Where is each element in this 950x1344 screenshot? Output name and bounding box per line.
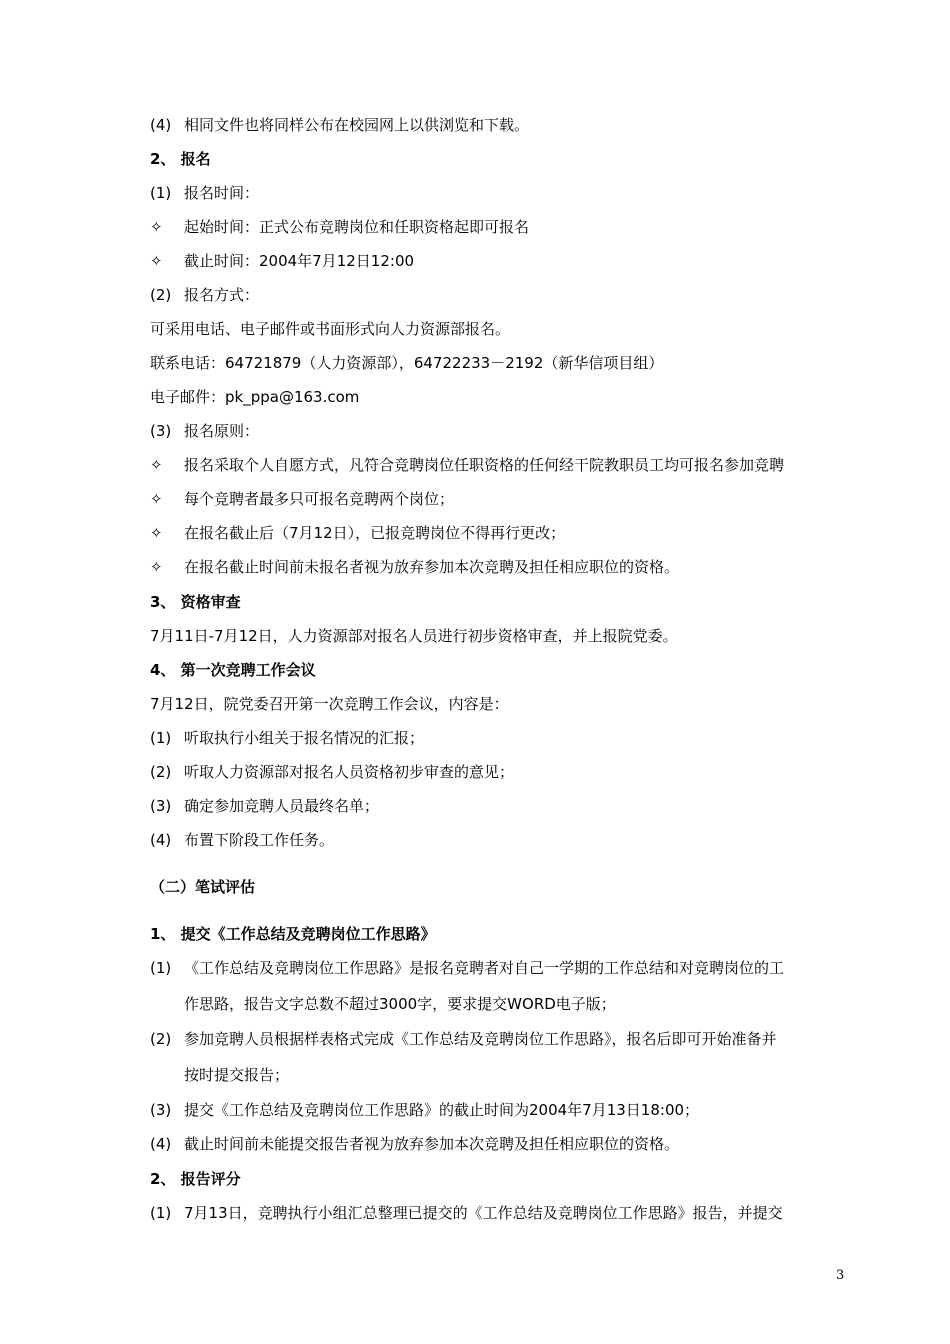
diamond-bullet-icon: ✧ xyxy=(150,218,163,236)
contact-email: 电子邮件：pk_ppa@163.com xyxy=(150,388,360,406)
list-item: (3) 确定参加竞聘人员最终名单； xyxy=(150,797,380,815)
list-item: (4) 相同文件也将同样公布在校园网上以供浏览和下载。 xyxy=(150,116,530,134)
list-item: (4) 截止时间前未能提交报告者视为放弃参加本次竞聘及担任相应职位的资格。 xyxy=(150,1135,680,1153)
list-item: (3) 报名原则： xyxy=(150,422,260,440)
page-number: 3 xyxy=(836,1268,845,1283)
diamond-bullet-icon: ✧ xyxy=(150,456,163,474)
diamond-bullet-icon: ✧ xyxy=(150,252,163,270)
section-heading: 1、 提交《工作总结及竞聘岗位工作思路》 xyxy=(150,925,436,943)
bullet-item: ✧ 报名采取个人自愿方式，凡符合竞聘岗位任职资格的任何经干院教职员工均可报名参加竞聘 xyxy=(150,456,785,474)
list-item: (1) 报名时间： xyxy=(150,184,260,202)
list-item-continuation: 作思路，报告文字总数不超过3000字，要求提交WORD电子版； xyxy=(184,995,616,1013)
bullet-item: ✧ 起始时间：正式公布竞聘岗位和任职资格起即可报名 xyxy=(150,218,530,236)
paragraph: 可采用电话、电子邮件或书面形式向人力资源部报名。 xyxy=(150,320,511,338)
section-heading: 4、 第一次竞聘工作会议 xyxy=(150,661,316,679)
list-item: (1) 7月13日，竞聘执行小组汇总整理已提交的《工作总结及竞聘岗位工作思路》报告，并提交 xyxy=(150,1204,783,1222)
list-item-continuation: 按时提交报告； xyxy=(184,1066,290,1084)
bullet-item: ✧ 每个竞聘者最多只可报名竞聘两个岗位； xyxy=(150,490,455,508)
bullet-item: ✧ 在报名截止时间前未报名者视为放弃参加本次竞聘及担任相应职位的资格。 xyxy=(150,558,680,576)
section-heading: 2、 报名 xyxy=(150,150,211,168)
list-item: (2) 听取人力资源部对报名人员资格初步审查的意见； xyxy=(150,763,515,781)
list-item: (1) 《工作总结及竞聘岗位工作思路》是报名竞聘者对自己一学期的工作总结和对竞聘岗位的工 xyxy=(150,959,785,977)
diamond-bullet-icon: ✧ xyxy=(150,524,163,542)
section-heading: （二）笔试评估 xyxy=(150,878,256,896)
list-item: (3) 提交《工作总结及竞聘岗位工作思路》的截止时间为2004年7月13日18:00； xyxy=(150,1101,700,1119)
section-heading: 2、 报告评分 xyxy=(150,1170,241,1188)
diamond-bullet-icon: ✧ xyxy=(150,490,163,508)
paragraph: 7月11日-7月12日，人力资源部对报名人员进行初步资格审查，并上报院党委。 xyxy=(150,627,678,645)
list-item: (1) 听取执行小组关于报名情况的汇报； xyxy=(150,729,425,747)
section-heading: 3、 资格审查 xyxy=(150,593,241,611)
diamond-bullet-icon: ✧ xyxy=(150,558,163,576)
list-item: (2) 参加竞聘人员根据样表格式完成《工作总结及竞聘岗位工作思路》，报名后即可开始准备并 xyxy=(150,1030,777,1048)
contact-phone: 联系电话：64721879（人力资源部），64722233－2192（新华信项目组） xyxy=(150,354,664,372)
paragraph: 7月12日，院党委召开第一次竞聘工作会议，内容是： xyxy=(150,695,509,713)
bullet-item: ✧ 在报名截止后（7月12日），已报竞聘岗位不得再行更改； xyxy=(150,524,566,542)
list-item: (2) 报名方式： xyxy=(150,286,260,304)
bullet-item: ✧ 截止时间：2004年7月12日12:00 xyxy=(150,252,415,270)
list-item: (4) 布置下阶段工作任务。 xyxy=(150,831,335,849)
